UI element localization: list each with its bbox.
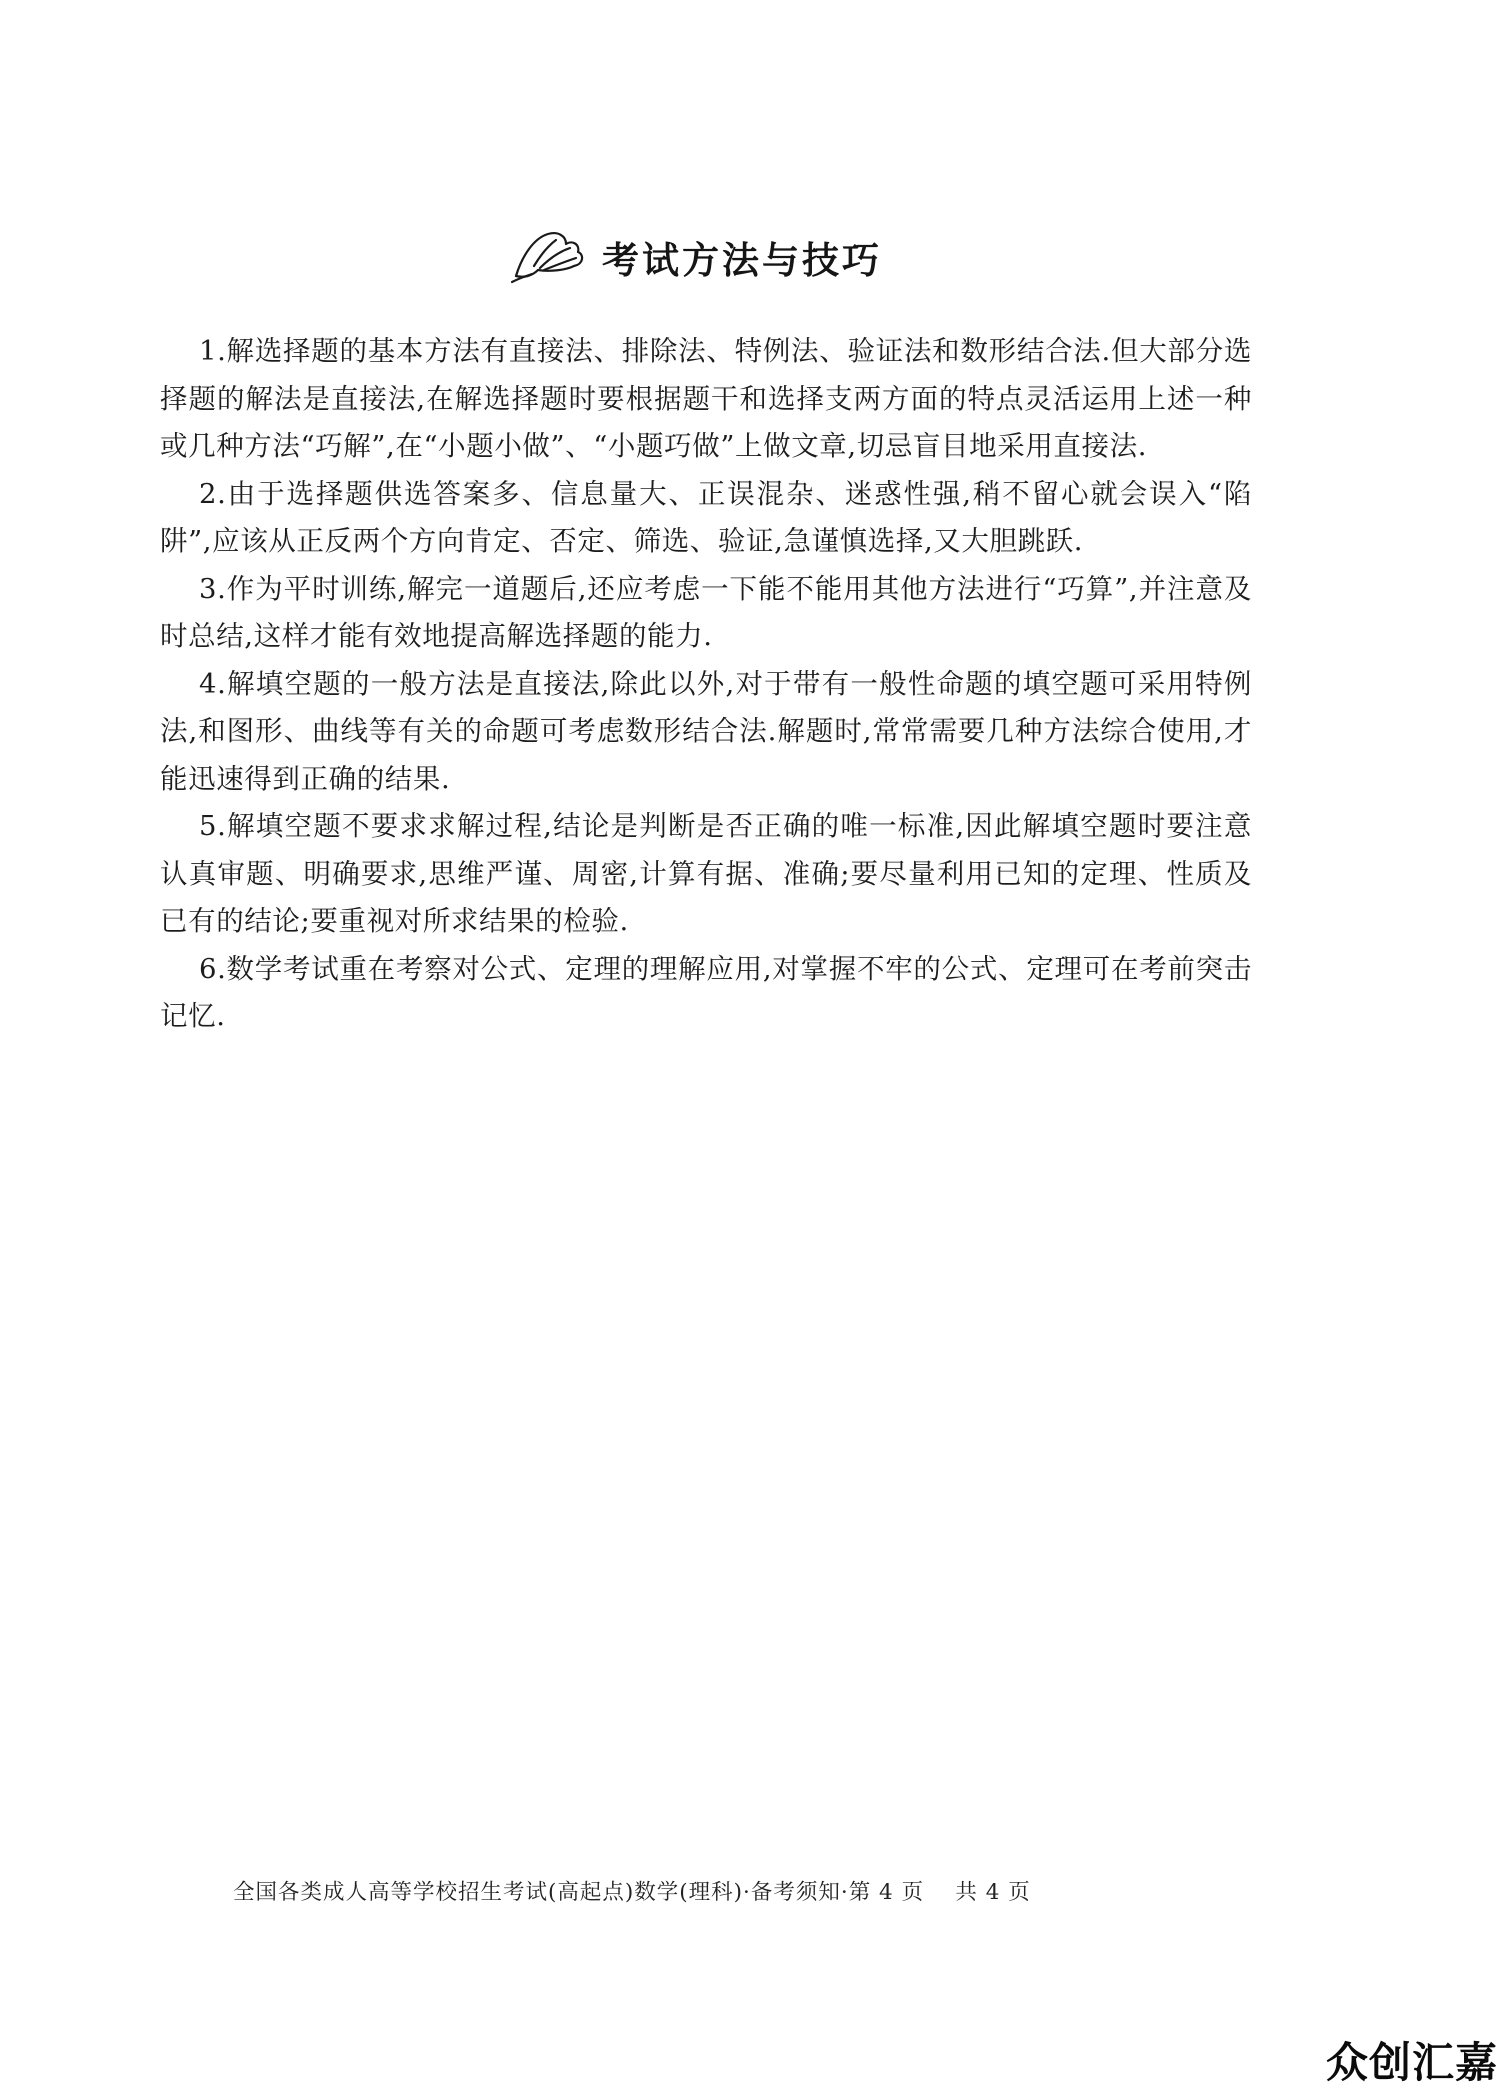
heading-title: 考试方法与技巧 [602, 239, 882, 282]
paragraph-1: 1.解选择题的基本方法有直接法、排除法、特例法、验证法和数形结合法.但大部分选择题的解法是直接法,在解选择题时要根据题干和选择支两方面的特点灵活运用上述一种或几种方法“巧解”,在“小题小做”、“小题巧做”上做文章,切忌盲目地采用直接法. [160, 335, 1252, 462]
paragraph-3: 3.作为平时训练,解完一道题后,还应考虑一下能不能用其他方法进行“巧算”,并注意及时总结,这样才能有效地提高解选择题的能力. [160, 572, 1252, 652]
paragraph-4: 4.解填空题的一般方法是直接法,除此以外,对于带有一般性命题的填空题可采用特例法,和图形、曲线等有关的命题可考虑数形结合法.解题时,常常需要几种方法综合使用,才能迅速得到正确的结果. [160, 667, 1252, 795]
page-footer: 全国各类成人高等学校招生考试(高起点)数学(理科)·备考须知·第 4 页 共 4 页 [233, 1880, 1031, 1905]
ginkgo-leaf-icon [510, 226, 588, 288]
body-text [160, 328, 1252, 1041]
paragraph-6: 6.数学考试重在考察对公式、定理的理解应用,对掌握不牢的公式、定理可在考前突击记忆. [160, 952, 1252, 1032]
watermark: 众创汇嘉 [1325, 2038, 1498, 2087]
section-heading [510, 222, 882, 292]
paragraph-2: 2.由于选择题供选答案多、信息量大、正误混杂、迷惑性强,稍不留心就会误入“陷阱”,应该从正反两个方向肯定、否定、筛选、验证,急谨慎选择,又大胆跳跃. [160, 477, 1252, 557]
paragraph-5: 5.解填空题不要求求解过程,结论是判断是否正确的唯一标准,因此解填空题时要注意认真审题、明确要求,思维严谨、周密,计算有据、准确;要尽量利用已知的定理、性质及已有的结论;要重视对所求结果的检验. [160, 810, 1252, 937]
